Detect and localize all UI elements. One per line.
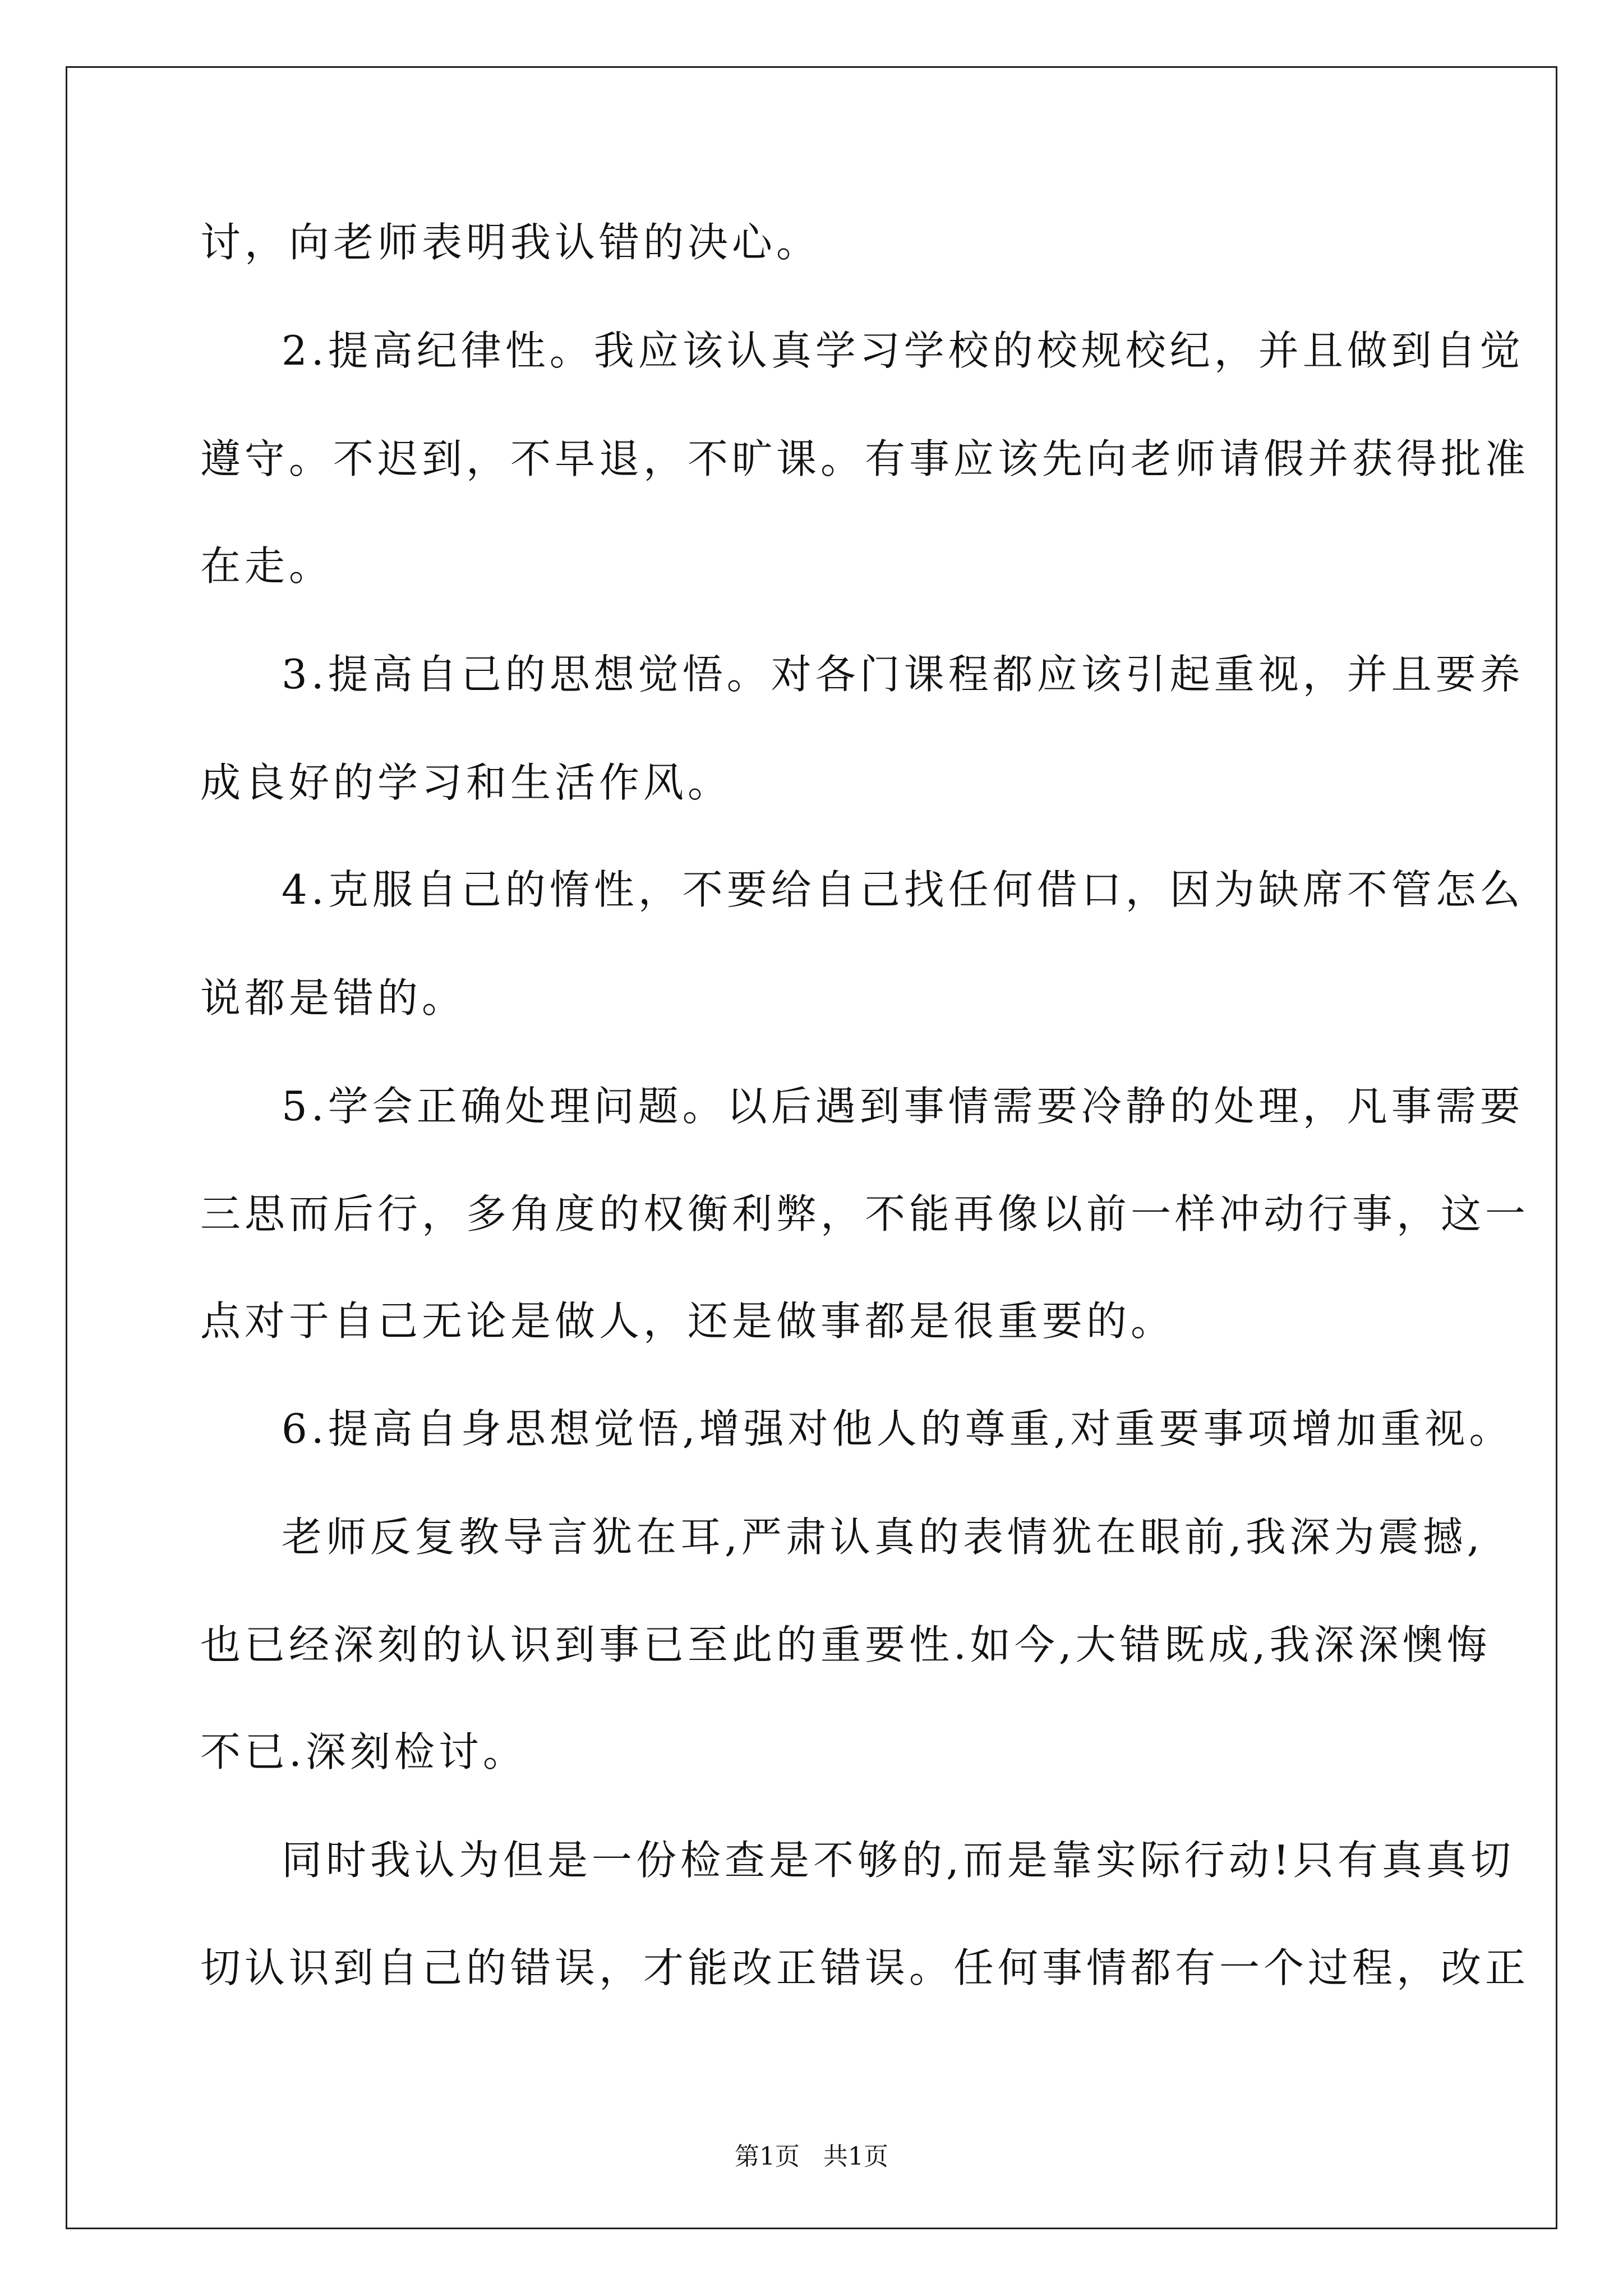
page-footer: 第1页 共1页 [735, 2142, 888, 2171]
text-line: 三思而后行，多角度的权衡利弊，不能再像以前一样冲动行事，这一 [200, 1190, 1530, 1237]
text-line: 3.提高自己的思想觉悟。对各门课程都应该引起重视，并且要养 [282, 651, 1524, 698]
page-border [66, 66, 1557, 2229]
text-line: 老师反复教导言犹在耳,严肃认真的表情犹在眼前,我深为震撼, [282, 1513, 1484, 1561]
text-line: 同时我认为但是一份检查是不够的,而是靠实际行动!只有真真切 [282, 1837, 1515, 1884]
text-line: 4.克服自己的惰性，不要给自己找任何借口，因为缺席不管怎么 [282, 866, 1524, 913]
text-line: 讨，向老师表明我认错的决心。 [200, 219, 821, 266]
text-line: 点对于自己无论是做人，还是做事都是很重要的。 [200, 1297, 1175, 1345]
text-line: 切认识到自己的错误，才能改正错误。任何事情都有一个过程，改正 [200, 1944, 1530, 1991]
text-line: 6.提高自身思想觉悟,增强对他人的尊重,对重要事项增加重视。 [282, 1405, 1514, 1452]
text-line: 不已.深刻检讨。 [200, 1728, 527, 1775]
text-line: 成良好的学习和生活作风。 [200, 759, 732, 806]
text-line: 2.提高纪律性。我应该认真学习学校的校规校纪，并且做到自觉 [282, 327, 1524, 374]
text-line: 也已经深刻的认识到事已至此的重要性.如今,大错既成,我深深懊悔 [200, 1621, 1491, 1668]
text-line: 说都是错的。 [200, 974, 467, 1022]
text-line: 在走。 [200, 542, 334, 590]
text-line: 遵守。不迟到，不早退，不旷课。有事应该先向老师请假并获得批准 [200, 435, 1530, 482]
text-line: 5.学会正确处理问题。以后遇到事情需要冷静的处理，凡事需要 [282, 1083, 1524, 1130]
